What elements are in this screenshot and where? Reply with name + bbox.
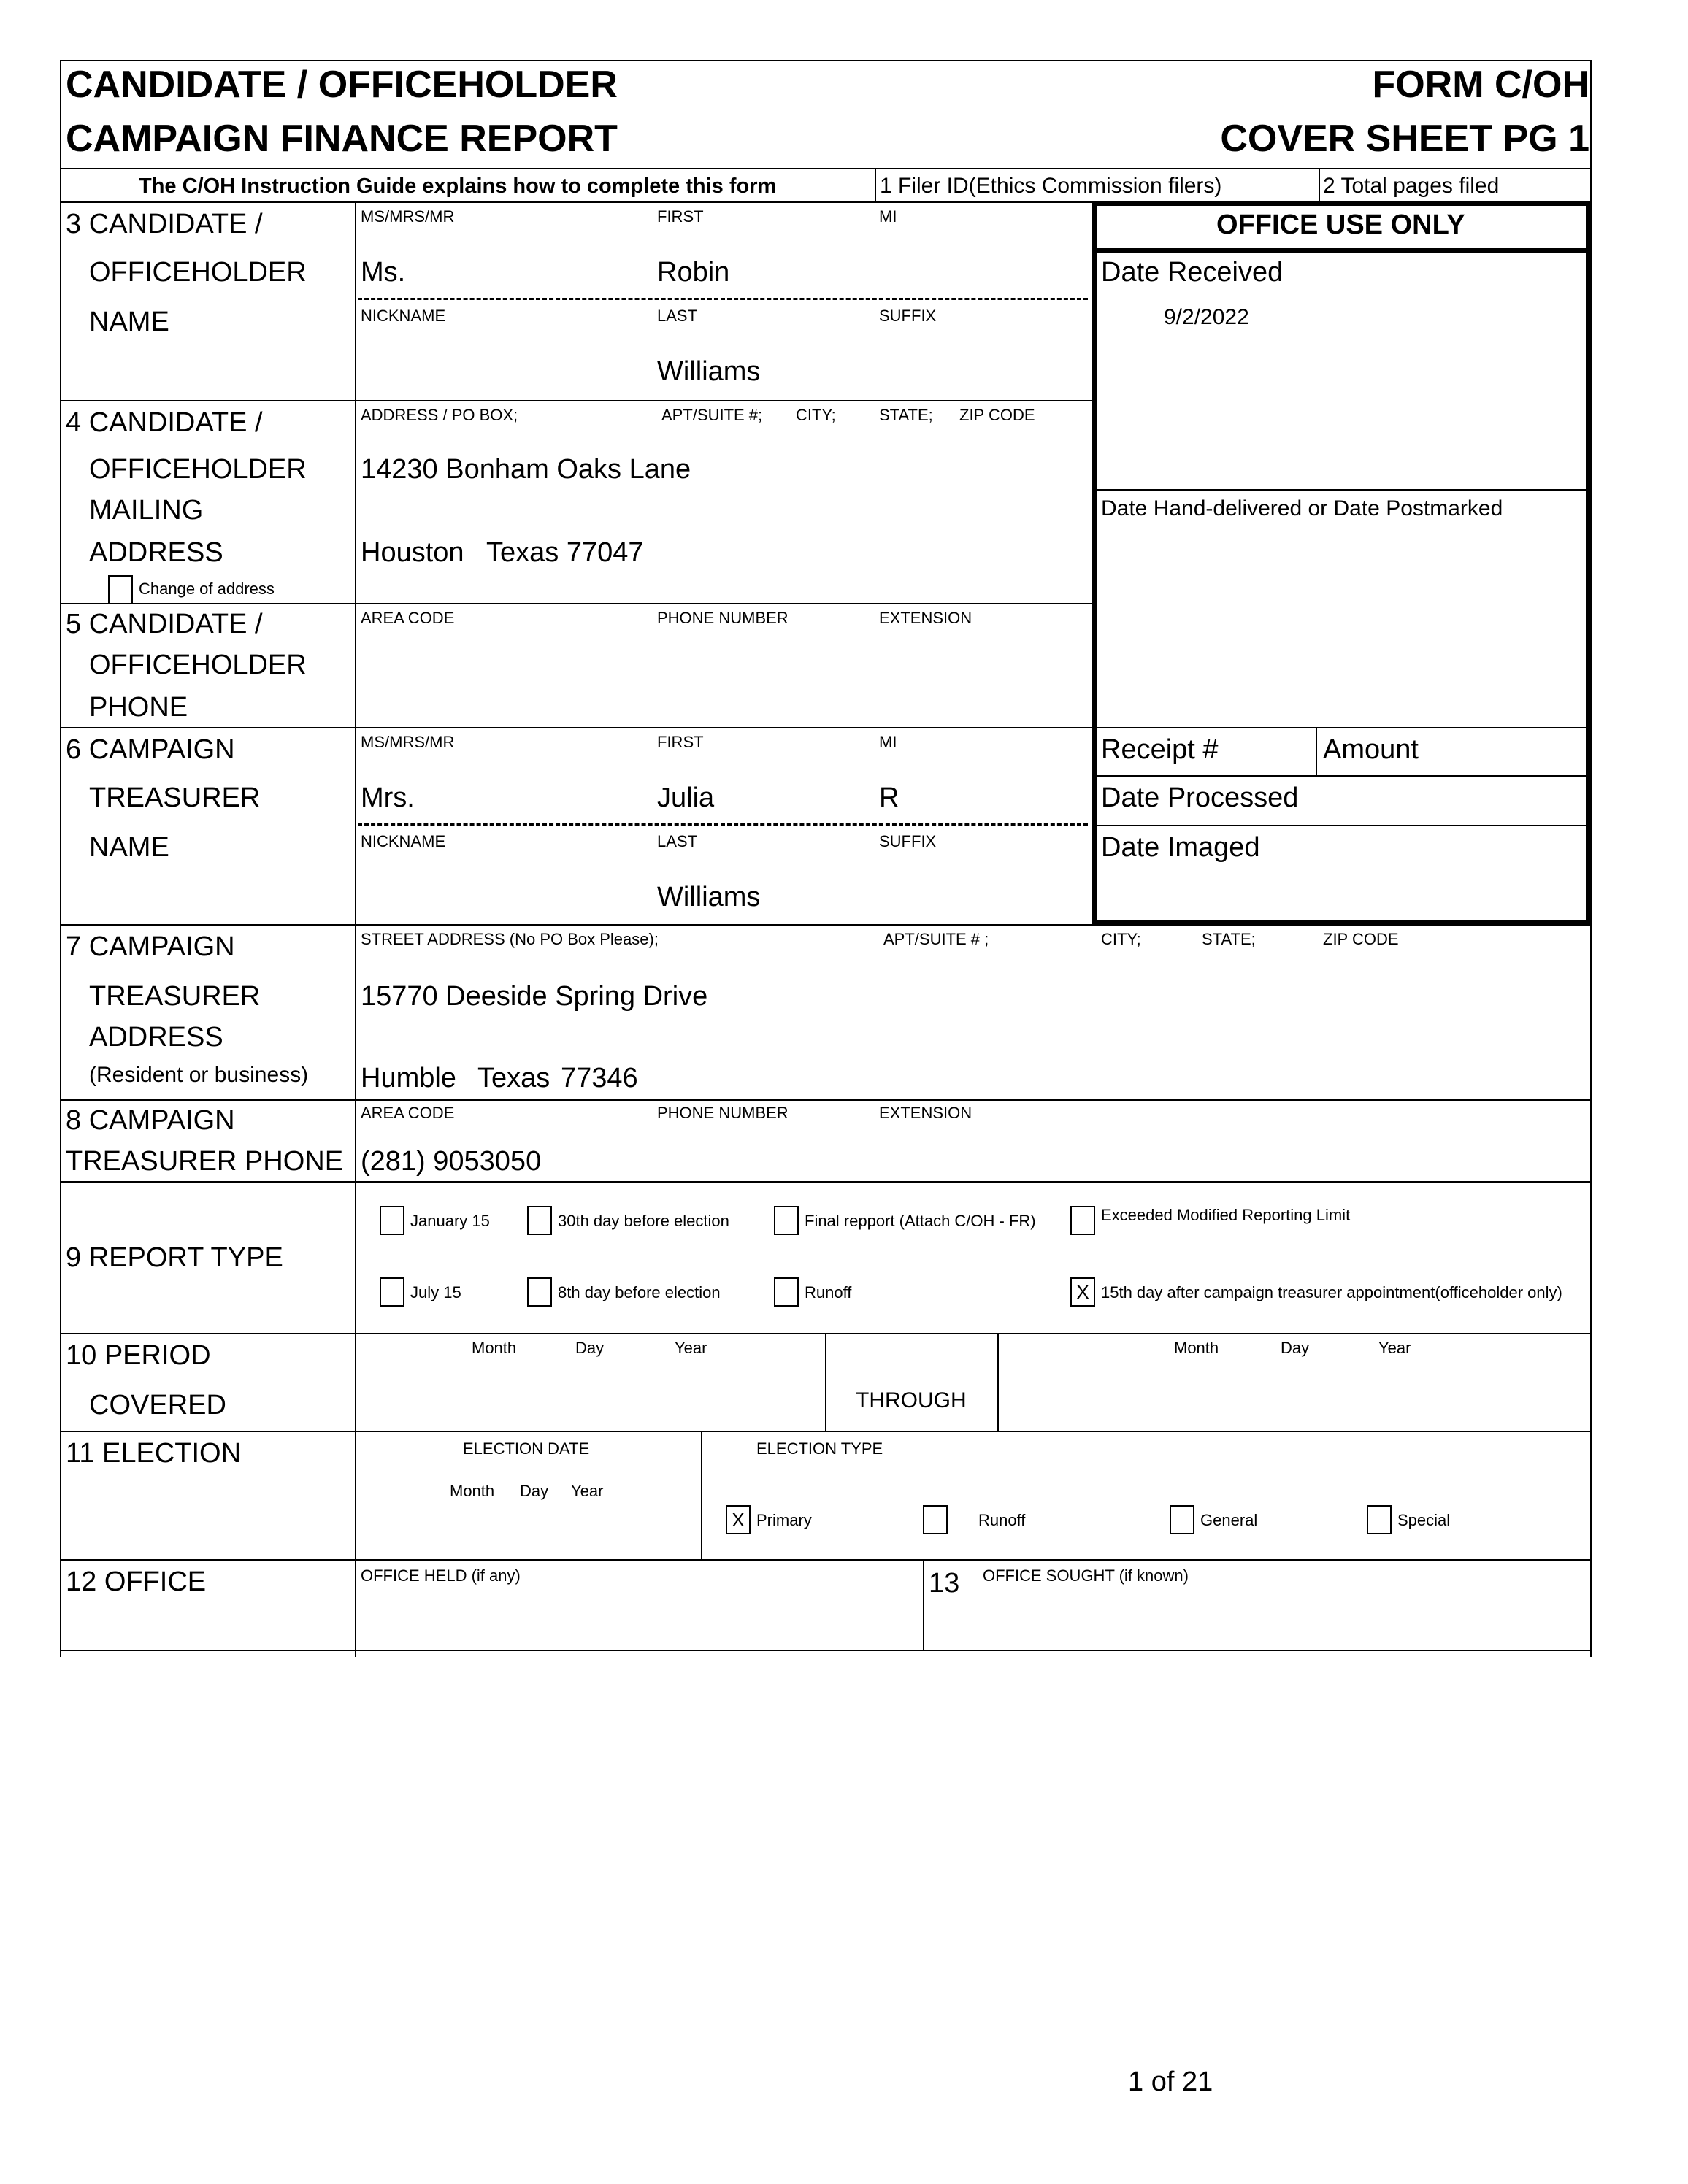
s4-field-zip: ZIP CODE — [959, 406, 1035, 424]
s6-field-nickname: NICKNAME — [361, 832, 446, 850]
report-30th-day-checkbox[interactable] — [527, 1206, 552, 1235]
s3-field-prefix: MS/MRS/MR — [361, 207, 455, 226]
through-label: THROUGH — [856, 1388, 967, 1412]
s7-label-1: 7 CAMPAIGN — [66, 931, 235, 962]
s6-label-2: TREASURER — [89, 783, 261, 813]
frame-top — [60, 60, 1590, 61]
s8-label-1: 8 CAMPAIGN — [66, 1105, 235, 1136]
s7-field-street: STREET ADDRESS (No PO Box Please); — [361, 930, 659, 948]
s10-label-1: 10 PERIOD — [66, 1340, 211, 1371]
report-8th-day-label: 8th day before election — [558, 1283, 721, 1301]
election-label: 11 ELECTION — [66, 1438, 242, 1469]
treasurer-street: 15770 Deeside Spring Drive — [361, 981, 708, 1012]
s4-field-state: STATE; — [879, 406, 933, 424]
s6-field-suffix: SUFFIX — [879, 832, 937, 850]
period-from-year-label: Year — [675, 1339, 707, 1357]
report-july-15-label: July 15 — [410, 1283, 461, 1301]
s5-field-phone: PHONE NUMBER — [657, 609, 789, 627]
s3-field-mi: MI — [879, 207, 897, 226]
date-imaged-label: Date Imaged — [1101, 832, 1260, 863]
s4-field-city: CITY; — [796, 406, 836, 424]
s5-field-ext: EXTENSION — [879, 609, 972, 627]
office-held-label: OFFICE HELD (if any) — [361, 1566, 521, 1585]
report-8th-day-checkbox[interactable] — [527, 1277, 552, 1307]
report-exceeded-limit-checkbox[interactable] — [1070, 1206, 1095, 1235]
s4-field-apt: APT/SUITE #; — [661, 406, 763, 424]
date-processed-label: Date Processed — [1101, 783, 1299, 813]
election-day-label: Day — [520, 1482, 549, 1500]
form-title-line2: CAMPAIGN FINANCE REPORT — [66, 118, 618, 160]
change-of-address-checkbox[interactable] — [108, 575, 133, 604]
report-runoff-label: Runoff — [805, 1283, 852, 1301]
s7-field-city: CITY; — [1101, 930, 1141, 948]
s5-label-3: PHONE — [89, 692, 188, 723]
election-type-label: ELECTION TYPE — [756, 1439, 883, 1458]
s7-label-3: ADDRESS — [89, 1022, 223, 1053]
election-general-checkbox[interactable] — [1170, 1505, 1194, 1534]
date-postmarked-label: Date Hand-delivered or Date Postmarked — [1101, 496, 1503, 520]
frame-left — [60, 60, 61, 1657]
election-general-label: General — [1200, 1511, 1258, 1529]
candidate-state-zip: Texas 77047 — [486, 537, 644, 568]
date-received-label: Date Received — [1101, 257, 1284, 288]
page-number: 1 of 21 — [1128, 2066, 1213, 2097]
election-special-checkbox[interactable] — [1367, 1505, 1392, 1534]
s3-label-1: 3 CANDIDATE / — [66, 209, 263, 239]
s6-field-mi: MI — [879, 733, 897, 751]
report-runoff-checkbox[interactable] — [774, 1277, 799, 1307]
s3-label-2: OFFICEHOLDER — [89, 257, 307, 288]
total-pages-label: 2 Total pages filed — [1323, 174, 1500, 198]
election-year-label: Year — [571, 1482, 604, 1500]
election-runoff-checkbox[interactable] — [923, 1505, 948, 1534]
report-type-label: 9 REPORT TYPE — [66, 1242, 283, 1273]
s8-field-area: AREA CODE — [361, 1104, 455, 1122]
s5-label-2: OFFICEHOLDER — [89, 650, 307, 680]
s6-label-1: 6 CAMPAIGN — [66, 734, 235, 765]
treasurer-city: Humble — [361, 1063, 456, 1093]
cover-sheet-label: COVER SHEET PG 1 — [1220, 118, 1589, 160]
s4-label-4: ADDRESS — [89, 537, 223, 568]
candidate-last-name: Williams — [657, 356, 761, 387]
s4-label-2: OFFICEHOLDER — [89, 454, 307, 485]
form-id: FORM C/OH — [1372, 64, 1589, 106]
treasurer-first-name: Julia — [657, 783, 715, 813]
treasurer-last-name: Williams — [657, 882, 761, 912]
candidate-city: Houston — [361, 537, 464, 568]
s4-label-1: 4 CANDIDATE / — [66, 407, 263, 438]
s7-label-4: (Resident or business) — [89, 1063, 309, 1087]
report-15th-day-label: 15th day after campaign treasurer appointment(officeholder only) — [1101, 1283, 1562, 1301]
office-sought-number: 13 — [929, 1568, 960, 1599]
s10-label-2: COVERED — [89, 1390, 226, 1420]
period-from-month-label: Month — [472, 1339, 517, 1357]
frame-right — [1590, 60, 1592, 1657]
office-use-title: OFFICE USE ONLY — [1216, 209, 1465, 240]
s7-field-zip: ZIP CODE — [1323, 930, 1399, 948]
receipt-label: Receipt # — [1101, 734, 1219, 765]
s8-field-ext: EXTENSION — [879, 1104, 972, 1122]
report-final-checkbox[interactable] — [774, 1206, 799, 1235]
s3-field-nickname: NICKNAME — [361, 307, 446, 325]
s8-label-2: TREASURER PHONE — [66, 1146, 344, 1177]
filer-id-label: 1 Filer ID(Ethics Commission filers) — [880, 174, 1222, 198]
s5-label-1: 5 CANDIDATE / — [66, 609, 263, 639]
s6-field-prefix: MS/MRS/MR — [361, 733, 455, 751]
s4-field-address: ADDRESS / PO BOX; — [361, 406, 518, 424]
report-july-15-checkbox[interactable] — [380, 1277, 404, 1307]
report-exceeded-limit-label: Exceeded Modified Reporting Limit — [1101, 1206, 1351, 1224]
s6-field-last: LAST — [657, 832, 698, 850]
treasurer-middle-initial: R — [879, 783, 899, 813]
date-received-value: 9/2/2022 — [1164, 305, 1249, 329]
election-month-label: Month — [450, 1482, 495, 1500]
report-january-15-label: January 15 — [410, 1212, 490, 1230]
s8-field-phone: PHONE NUMBER — [657, 1104, 789, 1122]
period-to-month-label: Month — [1174, 1339, 1219, 1357]
election-primary-checkbox[interactable]: X — [726, 1505, 751, 1534]
treasurer-state: Texas — [477, 1063, 550, 1093]
period-to-day-label: Day — [1281, 1339, 1310, 1357]
report-january-15-checkbox[interactable] — [380, 1206, 404, 1235]
s3-field-first: FIRST — [657, 207, 704, 226]
election-special-label: Special — [1397, 1511, 1451, 1529]
report-15th-day-checkbox[interactable]: X — [1070, 1277, 1095, 1307]
candidate-first-name: Robin — [657, 257, 730, 288]
office-sought-label: OFFICE SOUGHT (if known) — [983, 1566, 1189, 1585]
election-primary-label: Primary — [756, 1511, 812, 1529]
treasurer-zip: 77346 — [561, 1063, 638, 1093]
instruction-note: The C/OH Instruction Guide explains how to complete this form — [139, 174, 777, 198]
amount-label: Amount — [1323, 734, 1419, 765]
period-from-day-label: Day — [575, 1339, 605, 1357]
s6-label-3: NAME — [89, 832, 169, 863]
s7-field-state: STATE; — [1202, 930, 1256, 948]
report-30th-day-label: 30th day before election — [558, 1212, 729, 1230]
report-final-label: Final repport (Attach C/OH - FR) — [805, 1212, 1036, 1230]
change-of-address-label: Change of address — [139, 580, 275, 598]
candidate-prefix: Ms. — [361, 257, 406, 288]
s5-field-area: AREA CODE — [361, 609, 455, 627]
s3-label-3: NAME — [89, 307, 169, 337]
s6-field-first: FIRST — [657, 733, 704, 751]
period-to-year-label: Year — [1378, 1339, 1411, 1357]
treasurer-phone: (281) 9053050 — [361, 1146, 542, 1177]
s7-label-2: TREASURER — [89, 981, 261, 1012]
election-date-label: ELECTION DATE — [463, 1439, 590, 1458]
election-runoff-label: Runoff — [978, 1511, 1026, 1529]
s3-field-suffix: SUFFIX — [879, 307, 937, 325]
form-title-line1: CANDIDATE / OFFICEHOLDER — [66, 64, 618, 106]
s7-field-apt: APT/SUITE # ; — [883, 930, 989, 948]
treasurer-prefix: Mrs. — [361, 783, 415, 813]
candidate-address-line1: 14230 Bonham Oaks Lane — [361, 454, 691, 485]
s3-field-last: LAST — [657, 307, 698, 325]
office-label: 12 OFFICE — [66, 1566, 207, 1597]
s4-label-3: MAILING — [89, 495, 204, 526]
